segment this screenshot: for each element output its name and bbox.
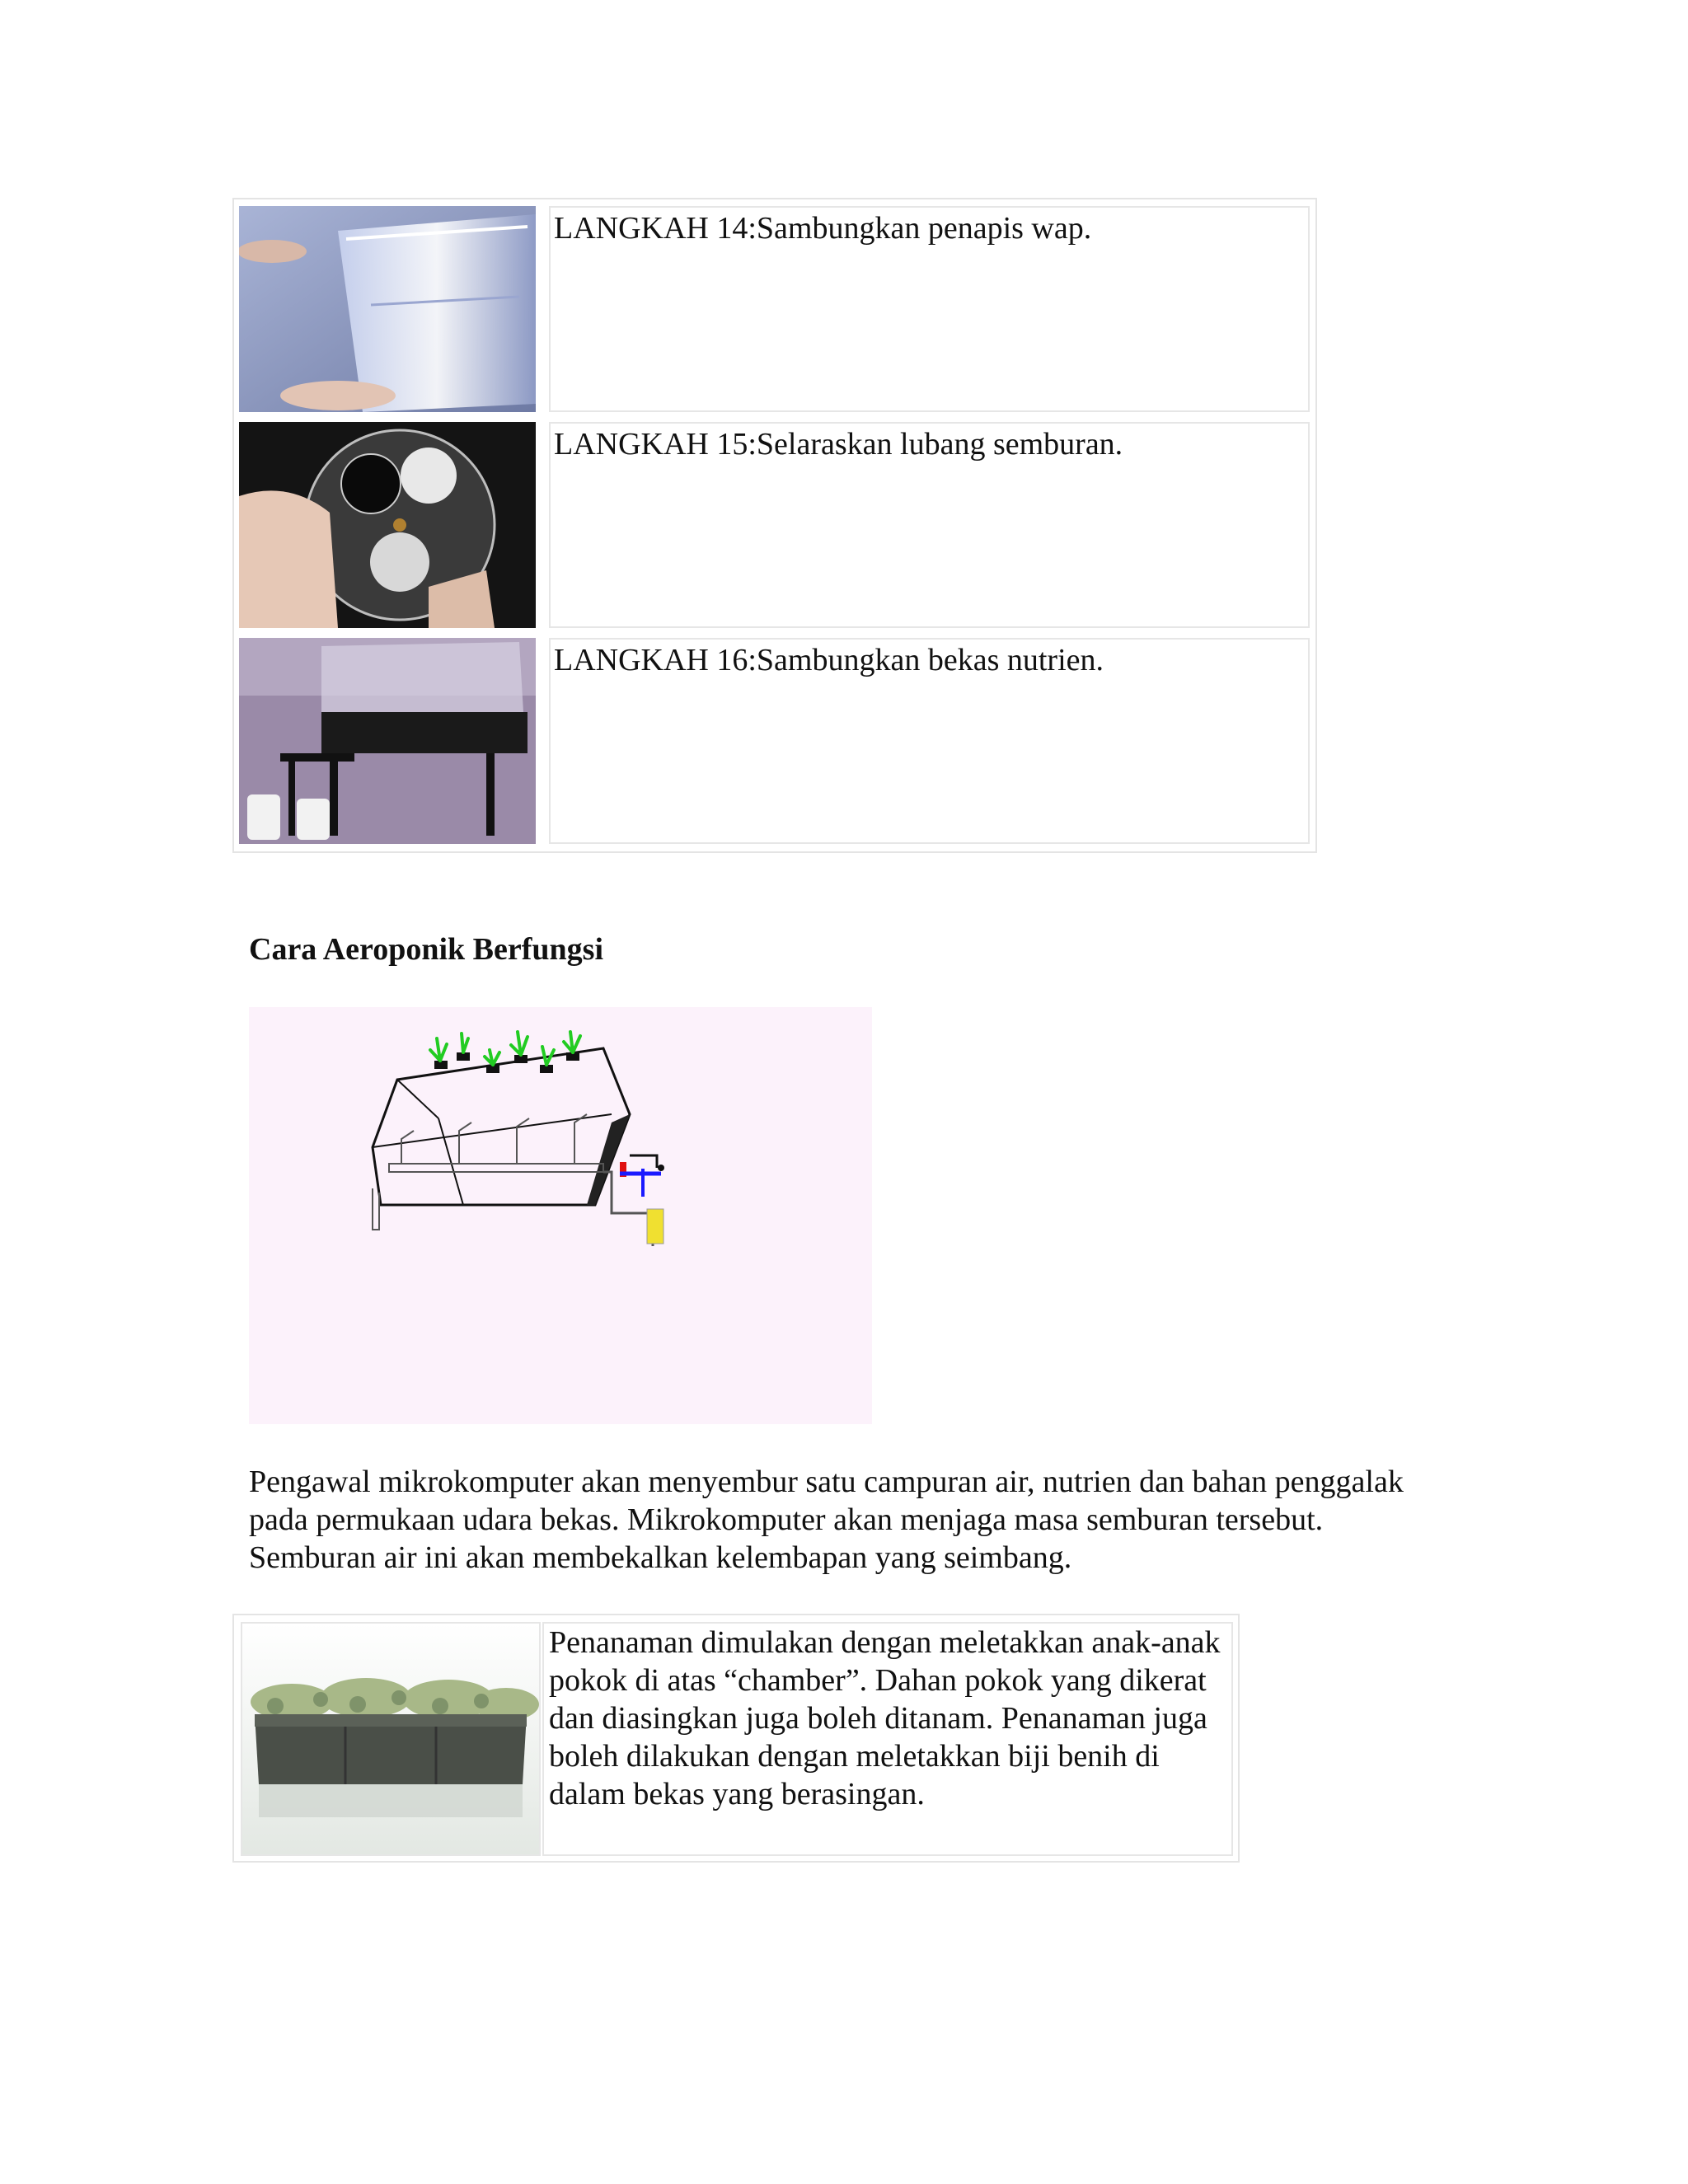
steps-table — [232, 198, 1317, 853]
aeroponic-chamber-illustration — [249, 1007, 872, 1424]
step-16-text: LANGKAH 16:Sambungkan bekas nutrien. — [549, 638, 1310, 844]
body-paragraph: Pengawal mikrokomputer akan menyembur satu campuran air, nutrien dan bahan penggalak pada permukaan udara bekas. Mikrokomputer akan menjaga masa semburan tersebut. Semburan air ini akan membekalkan kelembapan yang seimbang. — [249, 1465, 1404, 1575]
planter-photo — [242, 1624, 539, 1854]
spray-holes-photo — [239, 422, 536, 628]
step-row-14 — [234, 199, 1315, 415]
nutrient-container-photo — [239, 638, 536, 844]
aeroponic-diagram — [249, 1007, 872, 1424]
step-16-photo — [239, 638, 536, 844]
step-15-photo — [239, 422, 536, 628]
vapor-filter-photo — [239, 206, 536, 412]
step-14-text: LANGKAH 14:Sambungkan penapis wap. — [549, 206, 1310, 412]
step-row-16 — [234, 631, 1315, 847]
step-row-15 — [234, 415, 1315, 631]
step-15-text: LANGKAH 15:Selaraskan lubang semburan. — [549, 422, 1310, 628]
step-14-photo — [239, 206, 536, 412]
section-heading: Cara Aeroponik Berfungsi — [249, 932, 604, 967]
planting-table — [232, 1614, 1240, 1863]
planting-text: Penanaman dimulakan dengan meletakkan anak-anak pokok di atas “chamber”. Dahan pokok yang dikerat dan diasingkan juga boleh ditanam. Penanaman juga boleh dilakukan dengan meletakkan biji benih di dalam bekas yang berasingan. — [542, 1622, 1233, 1856]
planting-photo — [241, 1622, 541, 1856]
